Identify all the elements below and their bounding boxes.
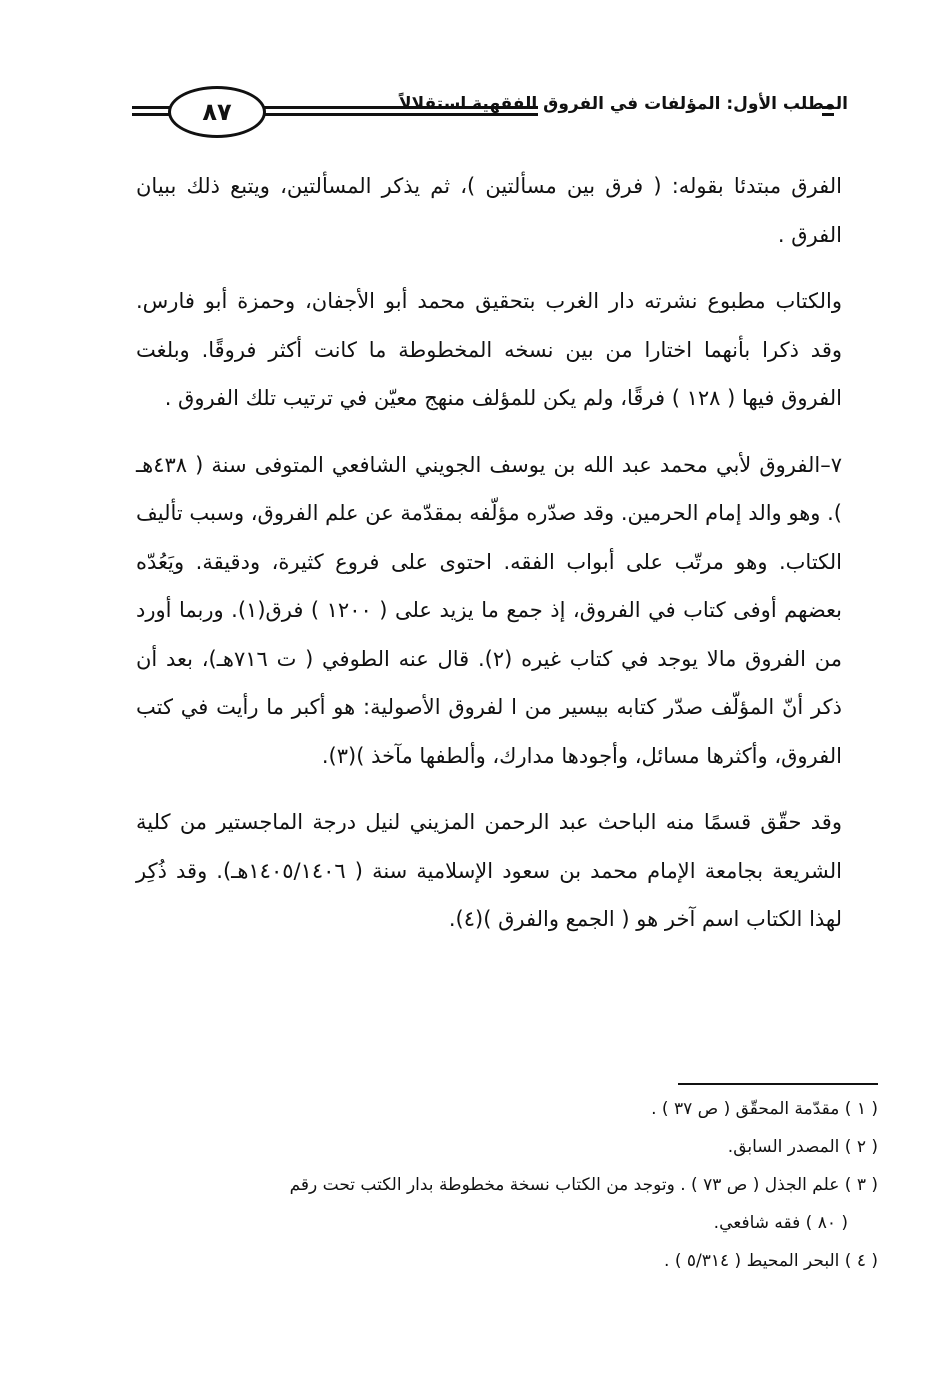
footnotes (136, 1090, 878, 1280)
footnote-continuation: ( ٨٠ ) فقه شافعي. (713, 1213, 848, 1233)
running-title: المطلب الأول: المؤلفات في الفروق الفقهية استقلالاً (398, 94, 848, 114)
paragraph: والكتاب مطبوع نشرته دار الغرب بتحقيق محمد أبو الأجفان، وحمزة أبو فارس. وقد ذكرا بأنهما اختارا من بين نسخه المخطوطة ما كانت أكثر فروقًا. وبلغت الفروق فيها ( ١٢٨ ) فرقًا، ولم يكن للمؤلف منهج معيّن في ترتيب تلك الفروق . (136, 289, 842, 410)
list-item (136, 441, 842, 781)
footnote-separator (678, 1083, 878, 1085)
running-header (132, 80, 848, 140)
footnote: ( ٤ ) البحر المحيط ( ٥/٣١٤ ) . (664, 1251, 878, 1271)
paragraph: وقد حقّق قسمًا منه الباحث عبد الرحمن المزيني لنيل درجة الماجستير من كلية الشريعة بجامعة الإمام محمد بن سعود الإسلامية سنة ( ١٤٠٥/١٤٠٦هـ). وقد ذُكِر لهذا الكتاب اسم آخر هو ( الجمع والفرق )(٤). (136, 810, 843, 931)
main-text (136, 162, 842, 962)
footnote: ( ١ ) مقدّمة المحقّق ( ص ٣٧ ) . (651, 1099, 878, 1119)
footnote: ( ٣ ) علم الجذل ( ص ٧٣ ) . وتوجد من الكتاب نسخة مخطوطة بدار الكتب تحت رقم (289, 1175, 878, 1195)
list-item-text: الفروق لأبي محمد عبد الله بن يوسف الجويني الشافعي المتوفى سنة ( ٤٣٨هـ ). وهو والد إمام الحرمين. وقد صدّره مؤلّفه بمقدّمة عن علم الفروق، وسبب تأليف الكتاب. وهو مرتّب على أبواب الفقه. احتوى على فروع كثيرة، ودقيقة. ويَعُدّه بعضهم أوفى كتاب في الفروق، إذ جمع ما يزيد على ( ١٢٠٠ ) فرق(١). وربما أورد من الفروق مالا يوجد في كتاب غيره (٢). قال عنه الطوفي ( ت ٧١٦هـ)، بعد أن ذكر أنّ المؤلّف صدّر كتابه بيسير من ا لفروق الأصولية: هو أكبر ما رأيت في كتب الفروق، وأكثرها مسائل، وأجودها مدارك، وألطفها مآخذ )(٣). (136, 452, 843, 768)
footnote: ( ٢ ) المصدر السابق. (727, 1137, 878, 1157)
paragraph: الفرق مبتدئا بقوله: ( فرق بين مسألتين )، ثم يذكر المسألتين، ويتبع ذلك ببيان الفرق . (136, 174, 842, 247)
page-number: ٨٧ (168, 86, 266, 138)
list-item-number: ٧– (820, 452, 842, 477)
